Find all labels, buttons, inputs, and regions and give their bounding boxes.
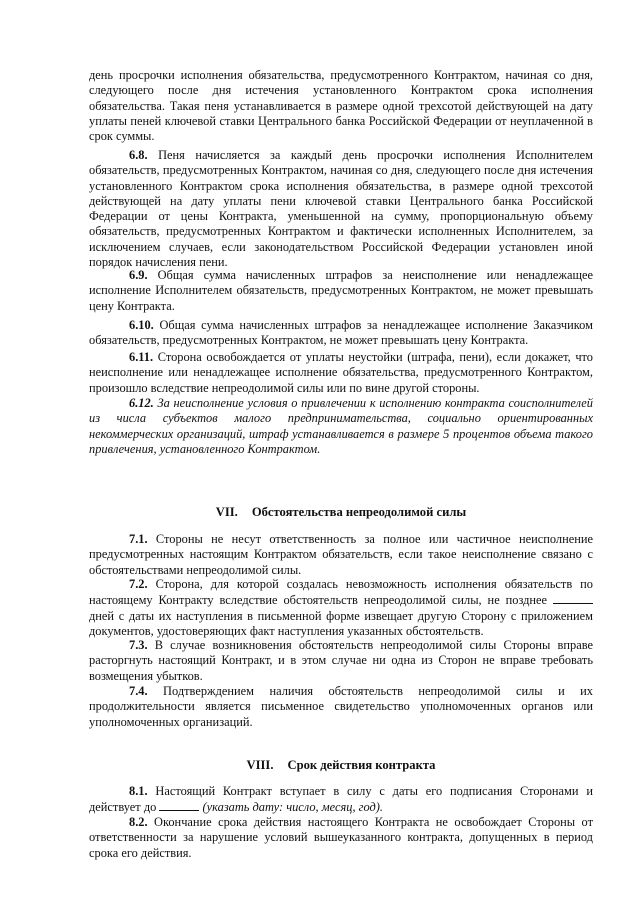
section-title: Срок действия контракта <box>287 758 436 772</box>
paragraph-continuation: день просрочки исполнения обязательства, предусмотренного Контрактом, начиная со дня, следующего после дня истечения установленного Контрактом срока исполнения обязательства. Такая пеня устанавливается в размере одной трехсотой действующей на дату уплаты пеней ключевой ставки Центрального банка Российской Федерации от неуплаченной в срок суммы. <box>89 68 593 144</box>
section-number: VII. <box>215 505 238 519</box>
clause-text: дней с даты их наступления в письменной форме извещает другую Сторону с приложением документов, удостоверяющих факт наступления указанных обстоятельств. <box>89 608 593 638</box>
clause-text: В случае возникновения обстоятельств непреодолимой силы Стороны вправе расторгнуть настоящий Контракт, и в этом случае ни одна из Сторон не вправе требовать возмещения убытков. <box>89 638 593 683</box>
clause-text: За неисполнение условия о привлечении к исполнению контракта соисполнителей из числа субъектов малого предпринимательства, социально ориентированных некоммерческих организаций, штраф устанавливается в размере 5 процентов объема такого привлечения, установленного Контрактом. <box>89 396 593 456</box>
clause-text: Окончание срока действия настоящего Контракта не освобождает Стороны от ответственности за нарушение условий вышеуказанного контракта, допущенных в период срока его действия. <box>89 815 593 860</box>
clause-6-11 <box>89 350 593 396</box>
clause-text: Стороны не несут ответственность за полное или частичное неисполнение предусмотренных настоящим Контрактом обязательств, если такое неисполнение связано с обстоятельствами непреодолимой силы. <box>89 532 593 577</box>
date-blank-field <box>159 799 199 811</box>
clause-number: 6.11. <box>129 350 154 364</box>
clause-7-4 <box>89 684 593 730</box>
clause-text: Общая сумма начисленных штрафов за ненадлежащее исполнение Заказчиком обязательств, предусмотренных Контрактом, не может превышать цену Контракта. <box>89 318 593 348</box>
section-number: VIII. <box>246 758 274 772</box>
days-blank-field <box>553 592 593 604</box>
clause-number: 6.9. <box>129 268 148 282</box>
clause-8-2 <box>89 815 593 861</box>
clause-6-10 <box>89 318 593 349</box>
clause-number: 6.10. <box>129 318 154 332</box>
clause-number: 7.2. <box>129 577 148 591</box>
clause-text: Общая сумма начисленных штрафов за неисполнение или ненадлежащее исполнение Исполнителем обязательств, предусмотренных Контрактом, не может превышать цену Контракта. <box>89 268 593 313</box>
clause-7-1 <box>89 532 593 578</box>
clause-number: 8.1. <box>129 784 148 798</box>
clause-number: 6.12. <box>129 396 154 410</box>
clause-number: 7.4. <box>129 684 148 698</box>
clause-text: Пеня начисляется за каждый день просрочки исполнения Исполнителем обязательств, предусмотренных Контрактом, начиная со дня, следующего после дня истечения установленного Контрактом срока исполнения обязательства, в размере одной трехсотой действующей на дату уплаты пени ключевой ставки Центрального банка Российской Федерации от цены Контракта, уменьшенной на сумму, пропорциональную объему обязательств, предусмотренных Контрактом и фактически исполненных Исполнителем, за исключением случаев, если законодательством Российской Федерации установлен иной порядок начисления пени. <box>89 148 593 270</box>
clause-number: 6.8. <box>129 148 148 162</box>
clause-8-1 <box>89 784 593 816</box>
clause-number: 7.1. <box>129 532 148 546</box>
section-heading-7 <box>89 505 593 520</box>
section-heading-8 <box>89 758 593 773</box>
date-hint: (указать дату: число, месяц, год). <box>199 800 384 815</box>
clause-number: 7.3. <box>129 638 148 652</box>
clause-6-8 <box>89 148 593 270</box>
clause-text: Настоящий Контракт вступает в силу с даты его подписания Сторонами и действует до <box>89 784 593 815</box>
clause-text: Сторона освобождается от уплаты неустойки (штрафа, пени), если докажет, что неисполнение или ненадлежащее исполнение обязательства, предусмотренного Контрактом, произошло вследствие непреодолимой силы или по вине другой стороны. <box>89 350 593 395</box>
clause-text: Сторона, для которой создалась невозможность исполнения обязательств по настоящему Контракту вследствие обстоятельств непреодолимой силы, не позднее <box>89 577 593 608</box>
clause-number: 8.2. <box>129 815 148 829</box>
clause-6-12 <box>89 396 593 457</box>
clause-7-2 <box>89 577 593 639</box>
section-title: Обстоятельства непреодолимой силы <box>251 505 467 519</box>
clause-6-9 <box>89 268 593 314</box>
clause-text: Подтверждением наличия обстоятельств непреодолимой силы и их продолжительности является письменное свидетельство уполномоченных органов или уполномоченных организаций. <box>89 684 593 729</box>
clause-7-3 <box>89 638 593 684</box>
